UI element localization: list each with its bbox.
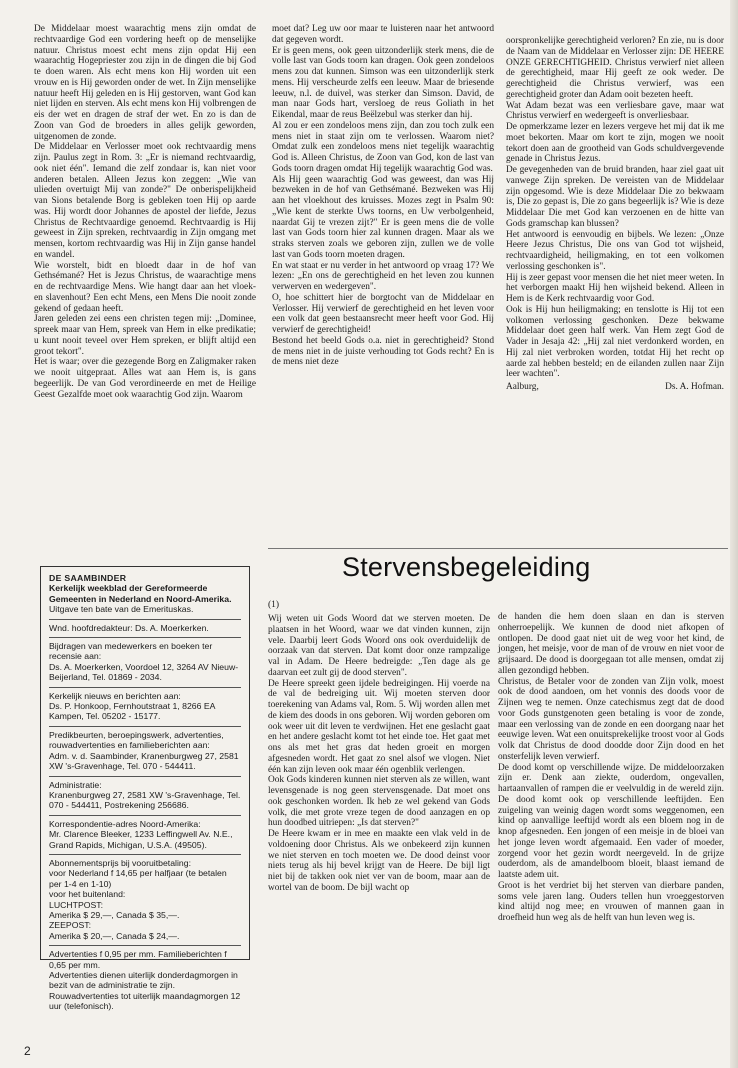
paragraph: De opmerkzame lezer en lezers vergeve het mij dat ik me moet bekorten. Maar om kort te zijn, mogen we nooit tekort doen aan de grootheid van Gods schuldvergevende genade in Christus Jezus. [506,122,724,165]
paragraph: de handen die hem doen slaan en dan is sterven onherroepelijk. We kunnen de dood niet afkopen of ontlopen. De dood gaat niet uit de weg voor het kind, de jongen, het meisje, voor de man of de vrouw en niet voor de grijsaard. De dood is doorgegaan tot alle mensen, omdat zij allen gezondigd hebben. [498,612,724,676]
subscription-label: Abonnementsprijs bij vooruitbetaling: [49,857,191,868]
colophon-publisher: Uitgave ten bate van de Emerituskas. [49,604,194,615]
ads-address: Adm. v. d. Saambinder, Kranenburgweg 27, 2581 XW 's-Gravenhage, Tel. 070 - 544411. [49,750,239,772]
article-column-3 [506,36,724,526]
paragraph: De Middelaar moest waarachtig mens zijn omdat de rechtvaardige God een vordering heeft op de menselijke natuur. Christus moest echt mens zijn opdat Hij een waarachtig Hogepriester zou zijn in de dingen die bij God te doen waren. Als echt mens kon Hij worden uit een vrouw en is Hij geworden onder de wet. In Zijn menselijke natuur heeft Hij geleden en is Hij gestorven, want God kan niet lijden en sterven. Als echt mens kon Hij volbrengen de eis der wet en dragen de straf der wet. En zo is dan de Zoon van God de broeders in alles gelijk geworden, uitgenomen de zonde. [34,24,256,142]
paragraph: Bestond het beeld Gods o.a. niet in gerechtigheid? Stond de mens niet in de juiste verhouding tot Gods recht? En is de mens niet deze [272,335,494,368]
section-divider [268,548,728,549]
subscription-nl: voor Nederland f 14,65 per halfjaar (te betalen per 1-4 en 1-10) [49,868,227,889]
paragraph: Het antwoord is eenvoudig en bijbels. We lezen: „Onze Heere Jezus Christus, Die ons van God tot wijsheid, rechtvaardigheid, heiligmaking, en tot een volkomen verlossing geschonken is". [506,229,724,272]
divider [49,619,241,620]
paragraph: En wat staat er nu verder in het antwoord op vraag 17? We lezen: „En ons de gerechtigheid en het leven zou kunnen verwerven en wedergeven". [272,260,494,292]
admin-address: Kranenburgweg 27, 2581 XW 's-Gravenhage, Tel. 070 - 544411, Postrekening 256686. [49,789,241,811]
paragraph: Hij is zeer gepast voor mensen die het niet meer weten. In het verborgen maakt Hij hen wijsheid bekend. Alleen in Hem is de Kerk rechtvaardig voor God. [506,272,724,304]
divider [49,945,241,946]
paragraph: Als Hij geen waarachtig God was geweest, dan was Hij bezweken in de hof van Gethsémané. Bezweken was Hij aan het vloekhout des kruisses. Mozes zegt in Psalm 90: „Wie kent de sterkte Uws toorns, en Uw verbolgenheid, naardat Gij te vrezen zijt?" Er is geen mens die de volle last van Gods toorn hier zal kunnen dragen. Maar als we straks sterven zoals we geboren zijn, zullen we de volle last van Gods toorn moeten dragen. [272,174,494,260]
paragraph: Ook is Hij hun heiligmaking; en tenslotte is Hij tot een volkomen verlossing geschonken. Deze bekwame Middelaar doet geen half werk. Van Hem zegt God de Vader in Jesaja 42: „Hij zal niet verdonkerd worden, en Hij zal niet verbroken worden, totdat Hij het recht op aarde zal hebben besteld; en de eilanden zullen naar Zijn leer wachten". [506,304,724,380]
signature-place: Aalburg, [506,382,539,392]
paragraph: Groot is het verdriet bij het sterven van dierbare panden, soms vele jaren lang. Ouders tellen hun vroeggestorven kind altijd nog mee; en vrouwen of mannen gaan in droefheid hun weg als de helft van hun leven weg is. [498,880,724,923]
airmail-price: Amerika $ 29,—, Canada $ 35,—. [49,909,180,920]
ad-rates: Advertenties f 0,95 per mm. Familieberichten f 0,65 per mm. [49,949,227,970]
deadline-ads: Advertenties dienen uiterlijk donderdagmorgen in bezit van de administratie te zijn. [49,970,238,991]
article-column-1 [34,24,256,532]
divider [49,776,241,777]
paragraph: oorspronkelijke gerechtigheid verloren? En zie, nu is door de Naam van de Middelaar en Verlosser zijn: DE HEERE ONZE GERECHTIGHEID. Christus verwierf niet alleen de gerechtigheid, maar Hij geeft ze ook weder. De gerechtigheid die Christus verwierf, was een gerechtigheid groter dan Adam ooit bezeten heeft. [506,36,724,100]
article-part-number: (1) [268,600,280,610]
colophon-title: DE SAAMBINDER [49,573,127,583]
admin-label: Administratie: [49,779,102,790]
stervens-column-1 [268,614,490,1064]
colophon-subtitle: Kerkelijk weekblad der Gereformeerde Gemeenten in Nederland en Noord-Amerika. [49,583,232,604]
colophon-editor: Wnd. hoofdredakteur: Ds. A. Moerkerken. [49,622,209,633]
paragraph: Al zou er een zondeloos mens zijn, dan zou toch zulk een mens niet in staat zijn om te verlossen. Waarom niet? Omdat zulk een zondeloos mens niet tegelijk waarachtig God is. Alleen Christus, de Zoon van God, kon de last van Gods toorn dragen omdat Hij tegelijk waarachtig God was. [272,120,494,174]
divider [49,687,241,688]
paragraph: Jaren geleden zei eens een christen tegen mij: „Dominee, spreek maar van Hem, spreek van Hem in elke predikatie; u kunt nooit teveel over Hem spreken, er blijft altijd een groot tekort". [34,314,256,357]
colophon-box [40,566,250,1012]
paragraph: Wie worstelt, bidt en bloedt daar in de hof van Gethsémané? Het is Jezus Christus, de waarachtige mens en de rechtvaardige Mens. Wie hangt daar aan het vloek- en slavenhout? Een echt Mens, een Mens Die nooit zonde gekend of gedaan heeft. [34,260,256,314]
contributions-address: Ds. A. Moerkerken, Voordoel 12, 3264 AV Nieuw-Beijerland, Tel. 01869 - 2034. [49,661,239,683]
article-title: Stervensbegeleiding [342,552,591,582]
paragraph: Het is waar; over die gezegende Borg en Zaligmaker raken we nooit uitgepraat. Alles wat aan Hem is, is gans begeerlijk. De van God verordineerde en met de Heilige Geest Gezalfde moet ook waarachtig God zijn. Waarom [34,357,256,400]
paragraph: Christus, de Betaler voor de zonden van Zijn volk, moest ook de dood aandoen, om het vonnis des doods voor de Zijnen weg te nemen. Onze catechismus zegt dat de dood voor Gods gunstgenoten geen betaling is voor de zonde, maar een verlossing van de zonde en een doorgang naar het eeuwige leven. Wat een onuitsprekelijke troost voor al Gods volk dat Christus de dood doodde door Zijn dood en het onsterfelijk leven verwierf. [498,676,724,762]
ads-label: Predikbeurten, beroepingswerk, advertenties, rouwadvertenties en familieberichten aan: [49,729,224,751]
page-edge-shadow [730,0,738,1068]
paragraph: Ook Gods kinderen kunnen niet sterven als ze willen, want levensgenade is nog geen stervensgenade. Dat moet ons ook geschonken worden. Ik heb ze wel gekend van Gods volk, die met grote vreze tegen de dood aanzagen en op hun doodbed uitriepen: „Is dat sterven?" [268,775,490,829]
paragraph: Wij weten uit Gods Woord dat we sterven moeten. De plaatsen in het Woord, waar we dat vinden kunnen, zijn vele. Daarbij leert Gods Woord ons ook overduidelijk de oorzaak van dat sterven. Dat komt door onze rampzalige val in Adam. De Heere bedreigde: „Ten dage als ge daarvan eet zult gij de dood sterven". [268,614,490,678]
paragraph: De Middelaar en Verlosser moet ook rechtvaardig mens zijn. Paulus zegt in Rom. 3: „Er is niemand rechtvaardig, ook niet één". Iemand die zelf zondaar is, kan niet voor anderen betalen. Alleen Jezus kon zeggen: „Wie van ulieden overtuigt Mij van zonde?" De onberispelijkheid van Sions betalende Borg is gebleken toen Hij op aarde was. Hij wordt door Johannes de apostel der liefde, Jezus Christus de Rechtvaardige genoemd. Rechtvaardig is Hij geweest in Zijn spreken, rechtvaardig in Zijn omgang met mensen, kortom rechtvaardig was Hij in Zijn ganse handel en wandel. [34,142,256,260]
deadline-mourning: Rouwadvertenties tot uiterlijk maandagmorgen 12 uur (telefonisch). [49,990,241,1012]
stervens-column-2 [498,612,724,1062]
divider [49,637,241,638]
paragraph: Er is geen mens, ook geen uitzonderlijk sterk mens, die de volle last van Gods toorn kan dragen. Ook geen zondeloos mens zou dat kunnen. Simson was een uitzonderlijk sterk mens. Hij verscheurde zelfs een leeuw. Maar de briesende leeuw, n.l. de duivel, was sterker dan Simson. David, de man naar Gods hart, versloeg de reus Goliath in het Eikendal, maar de reus Beëlzebul was sterker dan hij. [272,45,494,120]
article-column-2 [272,24,494,532]
north-america-label: Korrespondentie-adres Noord-Amerika: [49,818,201,829]
paragraph: O, hoe schittert hier de borgtocht van de Middelaar en Verlosser. Hij verwierf de gerechtigheid en het leven voor een volk dat geen bestaansrecht meer heeft voor God. Hij verwierf de gerechtigheid! [272,292,494,335]
church-news-address: Ds. P. Honkoop, Fernhoutstraat 1, 8266 EA Kampen, Tel. 05202 - 15177. [49,701,215,722]
paragraph: De gevegenheden van de bruid branden, haar ziel gaat uit vanwege Zijn spreken. De vereisten van de Middelaar zijn opgesomd. Wie is deze Middelaar Die zo bekwaam is, Die zo gepast is, Die zo gans begeerlijk is? Wie is deze Middelaar Die met God kan verzoenen en de hitte van Gods gramschap kan blussen? [506,165,724,229]
divider [49,815,241,816]
church-news-label: Kerkelijk nieuws en berichten aan: [49,690,181,701]
paragraph: De Heere spreekt geen ijdele bedreigingen. Hij voerde na de val de bedreiging uit. Wij moeten sterven door toerekening van Adams val, Rom. 5. Wij worden allen met de kiem des doods in ons geboren. Wij worden geboren om ook weer uit dit leven te verdwijnen. Het ene geslacht gaat en het andere geslacht komt tot het einde toe. Het gaat met ons als met het gras dat heden groeit en morgen afgesneden wordt. Het gaat zo snel alsof we vlogen. Niet één kan zijn leven ook maar één ogenblik verlengen. [268,678,490,775]
north-america-address: Mr. Clarence Bleeker, 1233 Leffingwell Av. N.E., Grand Rapids, Michigan, U.S.A. (49505). [49,829,233,850]
seamail-label: ZEEPOST: [49,920,91,931]
paragraph: De dood komt op verschillende wijze. De middeloorzaken zijn er. Denk aan ziekte, ouderdom, ongevallen, hartaanvallen of rampen die er veelvuldig in de wereld zijn. De dood komt ook op verschillende leeftijden. Een zuigeling van weinig dagen wordt soms weggenomen, een kind op aanvallige leeftijd wordt als een bloem nog in de knop afgesneden. Een jongen of een meisje in de bloei van het jonge leven wordt afgemaaid. Een vader of moeder, zorgend voor het gezin wordt neergeveld. In de grijze ouderdom, als de amandelboom bloeit, blaast iemand de laatste adem uit. [498,762,724,880]
paragraph: moet dat? Leg uw oor maar te luisteren naar het antwoord dat gegeven wordt. [272,24,494,45]
airmail-label: LUCHTPOST: [49,899,104,910]
paragraph: De Heere kwam er in mee en maakte een vlak veld in de voldoening door Christus. Als we onbekeerd zijn kunnen we niet sterven en toch moeten we. De dood deinst voor niets terug als hij bevel krijgt van de Heere. De bijl ligt niet bij de takken ook niet ver van de boom, maar aan de wortel van de boom. De bijl wacht op [268,829,490,893]
divider [49,854,241,855]
seamail-price: Amerika $ 20,—, Canada $ 24,—. [49,930,180,941]
article-signature [506,382,724,393]
page-number: 2 [24,1044,31,1058]
signature-author: Ds. A. Hofman. [665,382,724,392]
paragraph: Wat Adam bezat was een verliesbare gave, maar wat Christus verwierf en wedergeeft is onverliesbaar. [506,100,724,122]
abroad-label: voor het buitenland: [49,889,126,900]
divider [49,726,241,727]
contributions-label: Bijdragen van medewerkers en boeken ter recensie aan: [49,641,213,662]
